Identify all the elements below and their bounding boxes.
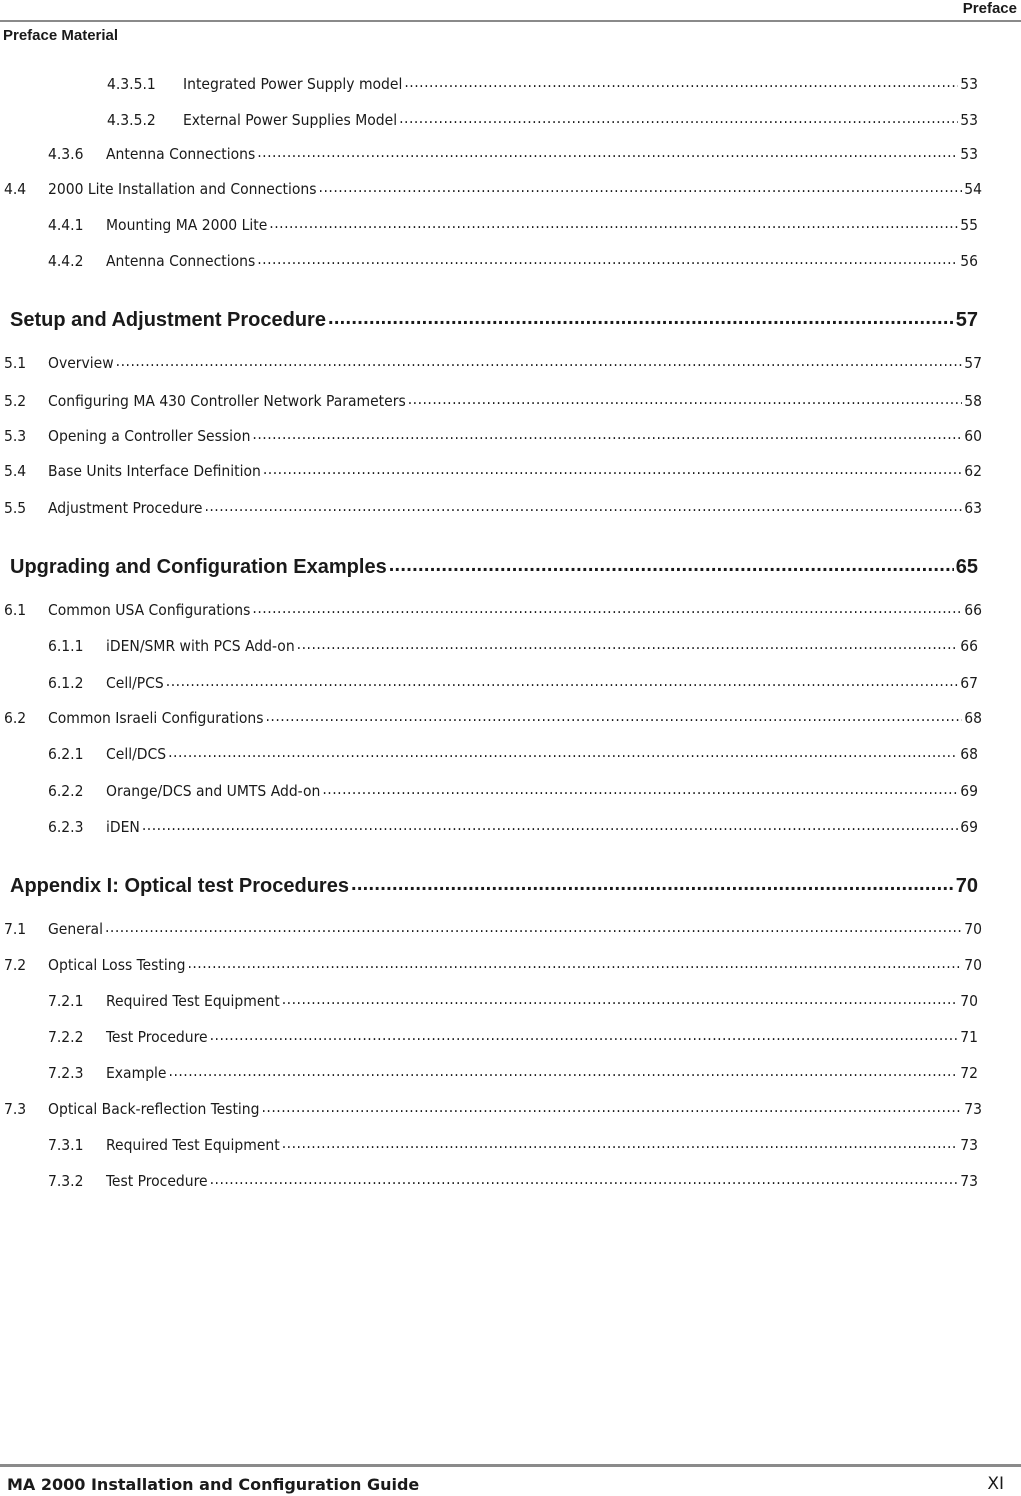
toc-entry-page: 57: [964, 353, 982, 372]
toc-entry-title: External Power Supplies Model: [183, 110, 398, 129]
toc-entry-number: 5.1: [4, 353, 27, 372]
toc-entry[interactable]: [4, 390, 982, 411]
toc-entry-page: 60: [964, 426, 982, 445]
toc-dot-leader: [169, 1062, 959, 1078]
toc-entry-page: 66: [964, 600, 982, 619]
toc-entry[interactable]: [10, 553, 978, 579]
toc-entry-page: 73: [960, 1171, 978, 1190]
toc-entry-title: Common USA Configurations: [48, 600, 251, 619]
toc-entry-number: 7.3.2: [48, 1171, 84, 1190]
toc-entry-number: 6.2.3: [48, 817, 84, 836]
toc-entry-page: 70: [964, 919, 982, 938]
toc-entry-number: 4.4.2: [48, 251, 84, 270]
toc-entry-title: Antenna Connections: [106, 144, 256, 163]
toc-dot-leader: [399, 109, 958, 125]
toc-entry-number: 5.5: [4, 498, 27, 517]
toc-entry-title: Opening a Controller Session: [48, 426, 251, 445]
toc-entry-number: 4.3.6: [48, 144, 84, 163]
footer-document-title: MA 2000 Installation and Configuration Guide: [7, 1475, 420, 1494]
toc-entry[interactable]: [4, 918, 982, 939]
toc-entry-page: 72: [960, 1063, 978, 1082]
toc-entry-title: Common Israeli Configurations: [48, 708, 264, 727]
toc-entry-title: Required Test Equipment: [106, 1135, 280, 1154]
toc-dot-leader: [210, 1170, 959, 1186]
toc-entry-number: 6.1: [4, 600, 27, 619]
toc-dot-leader: [261, 1098, 962, 1114]
toc-entry[interactable]: [107, 73, 978, 94]
toc-entry-title: Configuring MA 430 Controller Network Parameters: [48, 391, 406, 410]
toc-entry[interactable]: [4, 178, 982, 199]
toc-entry-title: Overview: [48, 353, 114, 372]
toc-entry-number: 5.2: [4, 391, 27, 410]
toc-dot-leader: [252, 425, 962, 441]
toc-entry-page: 69: [960, 817, 978, 836]
toc-dot-leader: [105, 918, 962, 934]
toc-entry-number: 7.2.2: [48, 1027, 84, 1046]
toc-entry-page: 68: [964, 708, 982, 727]
toc-entry[interactable]: [4, 1098, 982, 1119]
toc-dot-leader: [116, 352, 963, 368]
toc-entry-title: Integrated Power Supply model: [183, 74, 403, 93]
toc-entry-number: 6.1.1: [48, 636, 84, 655]
toc-dot-leader: [263, 460, 962, 476]
toc-entry-number: 7.2.1: [48, 991, 84, 1010]
toc-entry-title: Cell/PCS: [106, 673, 164, 692]
toc-entry-number: 6.2.2: [48, 781, 84, 800]
toc-dot-leader: [351, 872, 954, 892]
toc-dot-leader: [269, 214, 958, 230]
toc-entry-title: General: [48, 919, 103, 938]
toc-entry-number: 4.3.5.1: [107, 74, 156, 93]
toc-entry[interactable]: [10, 306, 978, 332]
toc-entry[interactable]: [48, 143, 978, 164]
toc-dot-leader: [404, 73, 958, 89]
toc-entry-number: 5.3: [4, 426, 27, 445]
toc-entry-title: Required Test Equipment: [106, 991, 280, 1010]
toc-entry-page: 73: [964, 1099, 982, 1118]
toc-entry-page: 65: [955, 556, 978, 578]
toc-entry-number: 5.4: [4, 461, 27, 480]
footer-divider: [0, 1464, 1021, 1467]
toc-entry[interactable]: [48, 1170, 978, 1191]
toc-dot-leader: [282, 990, 959, 1006]
toc-entry-page: 66: [960, 636, 978, 655]
toc-entry-title: Test Procedure: [106, 1027, 208, 1046]
toc-entry[interactable]: [107, 109, 978, 130]
toc-entry-title: Upgrading and Configuration Examples: [10, 556, 387, 578]
toc-dot-leader: [204, 497, 962, 513]
toc-entry[interactable]: [48, 990, 978, 1011]
toc-entry-page: 57: [955, 309, 978, 331]
toc-dot-leader: [166, 672, 958, 688]
footer-page-number: XI: [987, 1474, 1004, 1494]
toc-entry-number: 7.1: [4, 919, 27, 938]
toc-entry-number: 4.4.1: [48, 215, 84, 234]
toc-entry-title: Antenna Connections: [106, 251, 256, 270]
toc-entry[interactable]: [4, 707, 982, 728]
toc-entry[interactable]: [48, 1062, 978, 1083]
toc-dot-leader: [408, 390, 963, 406]
toc-entry-title: Appendix I: Optical test Procedures: [10, 875, 349, 897]
toc-dot-leader: [322, 780, 958, 796]
toc-entry-title: Adjustment Procedure: [48, 498, 203, 517]
toc-entry-page: 53: [960, 74, 978, 93]
toc-entry-title: Cell/DCS: [106, 744, 167, 763]
toc-entry-number: 4.3.5.2: [107, 110, 156, 129]
toc-dot-leader: [142, 816, 958, 832]
toc-entry-number: 4.4: [4, 179, 27, 198]
toc-entry-title: Optical Back-reflection Testing: [48, 1099, 260, 1118]
toc-dot-leader: [252, 599, 962, 615]
toc-entry[interactable]: [48, 1026, 978, 1047]
toc-dot-leader: [297, 635, 959, 651]
toc-entry-page: 53: [960, 110, 978, 129]
toc-dot-leader: [257, 143, 958, 159]
toc-entry-page: 53: [960, 144, 978, 163]
header-divider: [0, 20, 1021, 22]
toc-dot-leader: [187, 954, 962, 970]
toc-entry[interactable]: [48, 816, 978, 837]
toc-entry-number: 7.3: [4, 1099, 27, 1118]
toc-entry[interactable]: [48, 1134, 978, 1155]
toc-entry-page: 69: [960, 781, 978, 800]
toc-entry-page: 54: [964, 179, 982, 198]
toc-entry-page: 62: [964, 461, 982, 480]
toc-entry-title: Setup and Adjustment Procedure: [10, 309, 326, 331]
toc-dot-leader: [168, 743, 958, 759]
toc-entry[interactable]: [4, 497, 982, 518]
toc-entry-title: iDEN: [106, 817, 140, 836]
toc-entry-page: 70: [964, 955, 982, 974]
toc-entry-page: 70: [960, 991, 978, 1010]
toc-entry[interactable]: [48, 635, 978, 656]
toc-entry-page: 55: [960, 215, 978, 234]
toc-entry[interactable]: [48, 743, 978, 764]
toc-entry-title: Orange/DCS and UMTS Add-on: [106, 781, 321, 800]
toc-entry[interactable]: [48, 250, 978, 271]
running-header-section: Preface: [962, 0, 1017, 17]
running-header-subsection: Preface Material: [3, 27, 119, 44]
toc-entry-number: 7.2.3: [48, 1063, 84, 1082]
toc-entry-page: 58: [964, 391, 982, 410]
toc-dot-leader: [282, 1134, 959, 1150]
toc-entry-number: 6.2: [4, 708, 27, 727]
toc-entry-title: Optical Loss Testing: [48, 955, 186, 974]
toc-dot-leader: [210, 1026, 959, 1042]
toc-entry-number: 6.1.2: [48, 673, 84, 692]
toc-dot-leader: [319, 178, 963, 194]
toc-dot-leader: [266, 707, 963, 723]
toc-entry[interactable]: [48, 672, 978, 693]
toc-dot-leader: [257, 250, 958, 266]
toc-entry-page: 67: [960, 673, 978, 692]
toc-entry-page: 68: [960, 744, 978, 763]
toc-dot-leader: [389, 553, 954, 573]
toc-entry[interactable]: [48, 780, 978, 801]
toc-entry[interactable]: [4, 425, 982, 446]
toc-entry-page: 71: [960, 1027, 978, 1046]
toc-entry-title: 2000 Lite Installation and Connections: [48, 179, 317, 198]
toc-entry[interactable]: [4, 460, 982, 481]
toc-entry[interactable]: [4, 599, 982, 620]
toc-entry-number: 6.2.1: [48, 744, 84, 763]
toc-entry-page: 56: [960, 251, 978, 270]
toc-entry-title: Example: [106, 1063, 167, 1082]
toc-entry-title: Base Units Interface Definition: [48, 461, 261, 480]
toc-entry-number: 7.3.1: [48, 1135, 84, 1154]
toc-entry-title: iDEN/SMR with PCS Add-on: [106, 636, 295, 655]
toc-entry-page: 63: [964, 498, 982, 517]
toc-entry[interactable]: [48, 214, 978, 235]
toc-entry[interactable]: [10, 872, 978, 898]
toc-entry-page: 73: [960, 1135, 978, 1154]
toc-entry-title: Test Procedure: [106, 1171, 208, 1190]
toc-entry-page: 70: [955, 875, 978, 897]
toc-entry[interactable]: [4, 954, 982, 975]
toc-entry-number: 7.2: [4, 955, 27, 974]
toc-entry[interactable]: [4, 352, 982, 373]
toc-entry-title: Mounting MA 2000 Lite: [106, 215, 268, 234]
toc-dot-leader: [328, 306, 954, 326]
